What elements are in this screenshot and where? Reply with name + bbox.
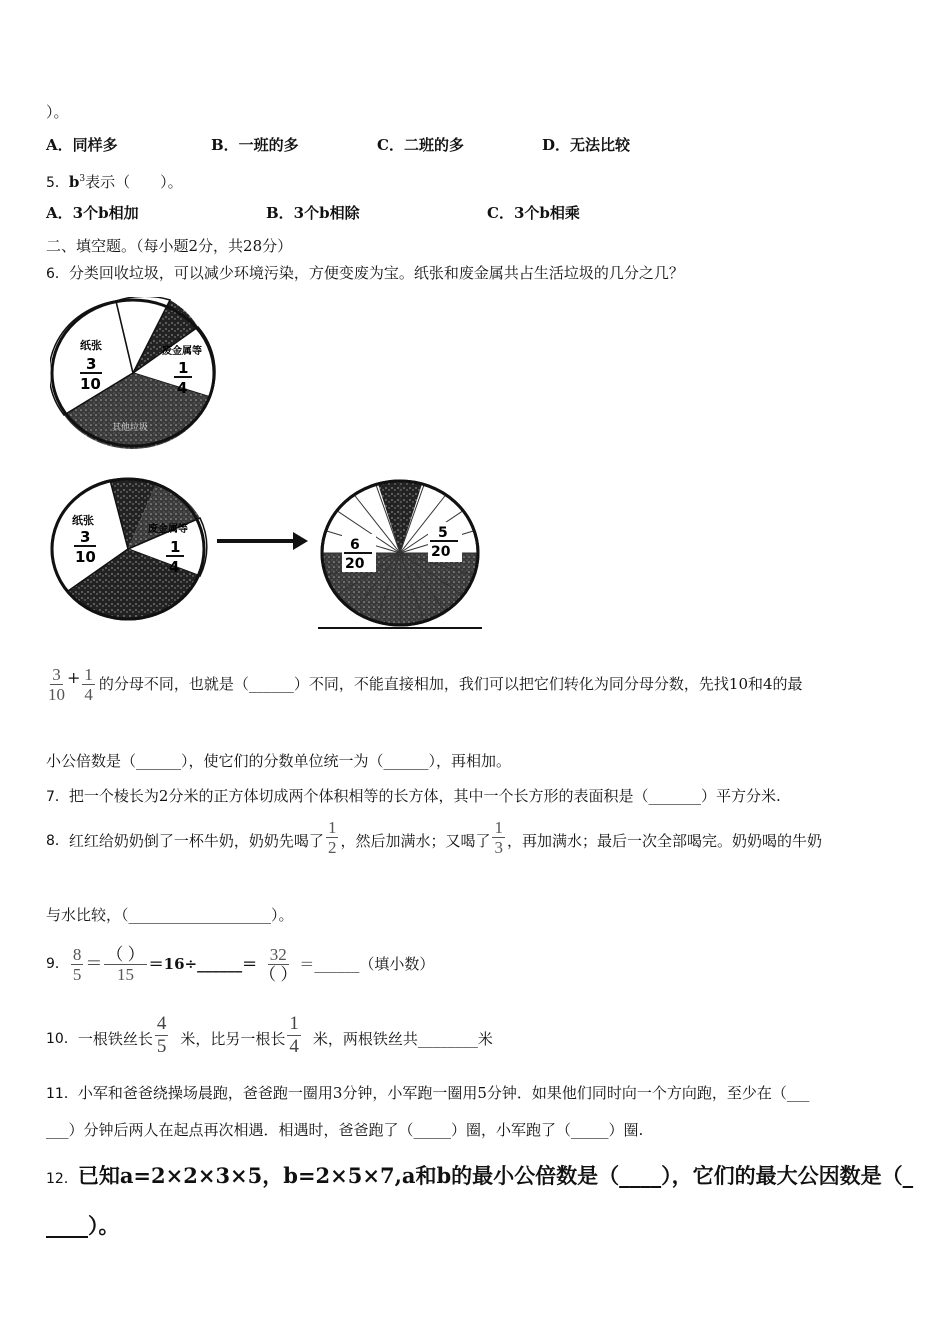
- arrow-icon: [215, 530, 310, 552]
- q4-option-d: D．无法比较: [542, 136, 631, 154]
- q8-text-b: ，然后加满水；又喝了: [340, 832, 491, 850]
- q7-text: 把一个棱长为2分米的正方体切成两个体积相等的长方体，其中一个长方形的表面积是（_______）平方分米.: [68, 787, 781, 805]
- q8-line2: 与水比较，（___________________）。: [46, 906, 294, 924]
- q10-text-c: 米，两根铁丝共________米: [312, 1030, 493, 1048]
- q12-text-1: 已知a=2×2×3×5，b=2×5×7,a和b的最小公倍数是（____），它们的最大公因数是（_: [77, 1163, 914, 1188]
- q9-number: 9．: [46, 956, 69, 972]
- section2-title: 二、填空题。（每小题2分，共28分）: [46, 237, 293, 255]
- q11-line2: ___）分钟后两人在起点再次相遇．相遇时，爸爸跑了（_____）圈，小军跑了（_____）圈.: [46, 1121, 644, 1139]
- pie-chart-3: [318, 474, 482, 632]
- pie1-metal-num: 1: [178, 359, 189, 377]
- q9-fraction-3: $\frac{32}{( )}$: [259, 944, 298, 984]
- q6-stem: [46, 263, 684, 284]
- q6-explain-line2: 小公倍数是（______），使它们的分数单位统一为（______），再相加。: [46, 752, 512, 770]
- q8-text-c: ，再加满水；最后一次全部喝完。奶奶喝的牛奶: [506, 832, 822, 850]
- q5-stem: [46, 169, 183, 193]
- pie2-metal-label: 废金属等: [148, 524, 188, 535]
- q4-option-c: C．二班的多: [377, 136, 464, 154]
- q9-stem: [46, 938, 434, 990]
- prev-question-tail: ）。: [46, 103, 69, 121]
- pie3-left-den: 20: [345, 556, 365, 572]
- q7-number: 7．: [46, 789, 69, 805]
- q10-text-b: 米，比另一根长: [180, 1030, 286, 1048]
- q7-stem: [46, 786, 781, 807]
- q9-fraction-2: $\frac{( )}{15}$: [106, 944, 145, 984]
- q5-text: 表示（ ）。: [85, 173, 183, 191]
- q10-stem: [46, 1012, 493, 1062]
- q12-text-2: ____）。: [46, 1213, 120, 1238]
- q9-equals: ＝: [85, 954, 103, 974]
- q5-base: b: [68, 173, 80, 191]
- pie-chart-1: [50, 297, 220, 449]
- pie1-paper-label: 纸张: [80, 339, 102, 352]
- q10-text-a: 一根铁丝长: [77, 1030, 153, 1048]
- pie2-paper-label: 纸张: [72, 514, 94, 527]
- q10-number: 10．: [46, 1031, 78, 1047]
- q5-option-a: A．3个b相加: [46, 204, 139, 222]
- q4-option-a: A．同样多: [46, 136, 118, 154]
- q8-text-a: 红红给奶奶倒了一杯牛奶，奶奶先喝了: [68, 832, 324, 850]
- q8-fraction-1: $\frac{1}{2}$: [327, 817, 337, 857]
- q6-text: 分类回收垃圾，可以减少环境污染，方便变废为宝。纸张和废金属共占生活垃圾的几分之几？: [68, 264, 684, 282]
- q8-fraction-2: $\frac{1}{3}$: [494, 817, 503, 857]
- pie3-right-den: 20: [431, 544, 451, 560]
- pie3-right-num: 5: [438, 525, 448, 541]
- pie1-paper-num: 3: [86, 355, 97, 373]
- q9-text-a: ＝16÷______＝: [148, 955, 258, 973]
- q6-fraction-2: $\frac{1}{4}$: [84, 664, 93, 704]
- q6-number: 6．: [46, 266, 69, 282]
- pie1-metal-den: 4: [177, 379, 188, 397]
- q6-explain-text: 的分母不同，也就是（______）不同，不能直接相加，我们可以把它们转化为同分母分数，先找10和4的最: [98, 675, 803, 693]
- q8-number: 8．: [46, 833, 69, 849]
- q6-explain-line1: [46, 662, 803, 706]
- q11-number: 11．: [46, 1086, 78, 1102]
- pie2-paper-num: 3: [80, 528, 91, 546]
- pie2-metal-num: 1: [170, 538, 181, 556]
- pie2-metal-den: 4: [169, 558, 180, 576]
- q12-number: 12．: [46, 1171, 78, 1187]
- pie1-other-label: 其他垃圾: [112, 423, 149, 433]
- pie2-paper-den: 10: [75, 548, 96, 566]
- q5-exponent: 3: [79, 174, 86, 184]
- q11-text-1: 小军和爸爸绕操场晨跑，爸爸跑一圈用3分钟，小军跑一圈用5分钟．如果他们同时向一个方向跑，至少在（___: [77, 1084, 810, 1102]
- q6-fraction-1: $\frac{3}{10}$: [48, 664, 65, 704]
- plus-sign: +: [67, 668, 81, 687]
- q5-number: 5．: [46, 175, 69, 191]
- q9-fraction-1: $\frac{8}{5}$: [72, 944, 82, 984]
- q11-line1: [46, 1083, 809, 1104]
- q12-line2: [46, 1212, 120, 1242]
- q10-fraction-1: $\frac{4}{5}$: [156, 1012, 167, 1057]
- pie3-left-num: 6: [350, 537, 360, 553]
- q5-option-b: B．3个b相除: [266, 204, 360, 222]
- pie1-metal-label: 废金属等: [162, 346, 202, 357]
- q10-fraction-2: $\frac{1}{4}$: [289, 1012, 299, 1057]
- q4-option-b: B．一班的多: [211, 136, 299, 154]
- q12-line1: [46, 1162, 913, 1193]
- q8-stem: [46, 818, 822, 864]
- pie-chart-2: [50, 476, 210, 624]
- pie1-paper-den: 10: [80, 375, 101, 393]
- q9-text-b: ＝______（填小数）: [299, 955, 435, 973]
- q5-option-c: C．3个b相乘: [487, 204, 580, 222]
